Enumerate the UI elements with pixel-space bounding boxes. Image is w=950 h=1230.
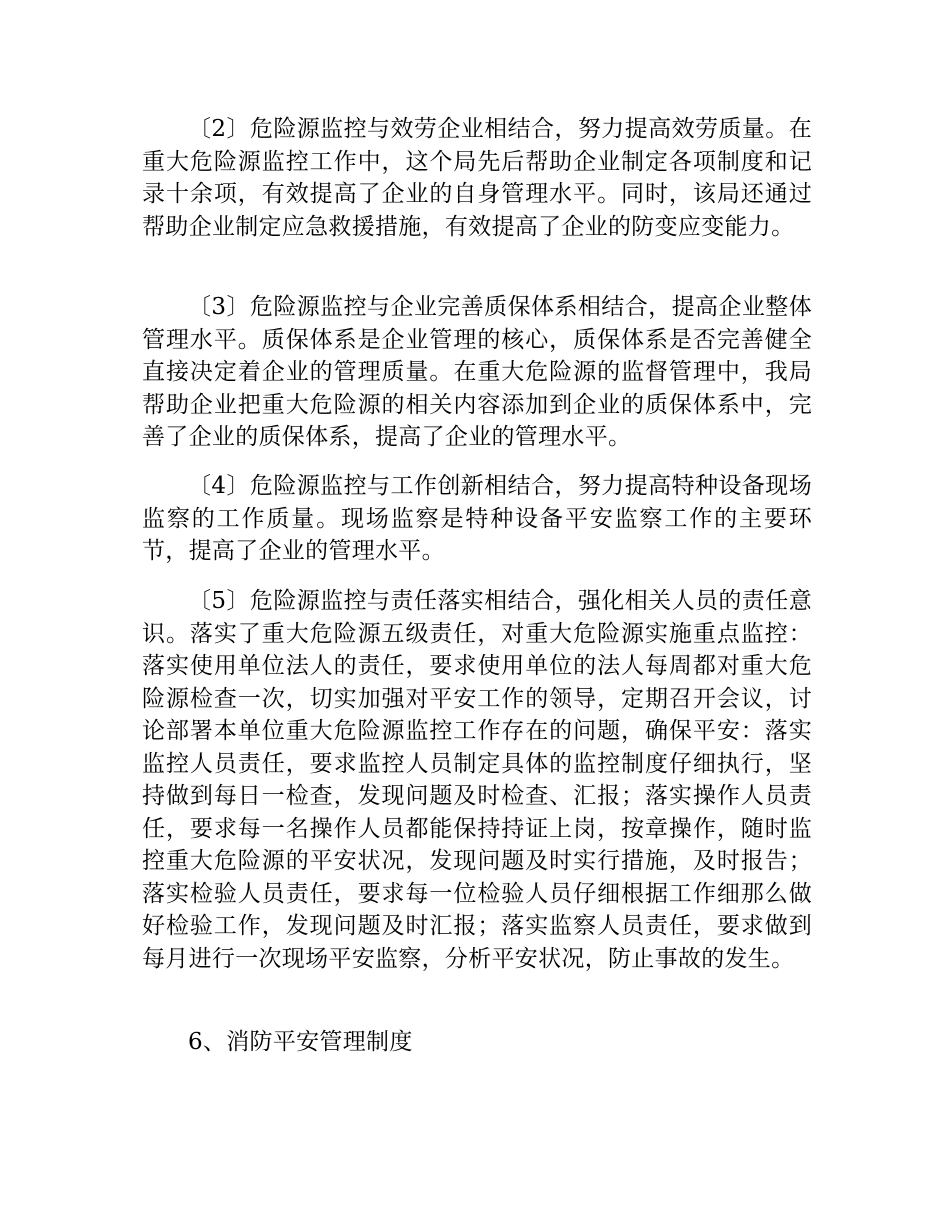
paragraph-quality-system: 〔3〕危险源监控与企业完善质保体系相结合，提高企业整体管理水平。质保体系是企业管理的核心，质保体系是否完善健全直接决定着企业的管理质量。在重大危险源的监督管理中，我局帮助企业把重大危险源的相关内容添加到企业的质保体系中，完善了企业的质保体系，提高了企业的管理水平。: [142, 294, 812, 450]
paragraph-responsibility: 〔5〕危险源监控与责任落实相结合，强化相关人员的责任意识。落实了重大危险源五级责任，对重大危险源实施重点监控：落实使用单位法人的责任，要求使用单位的法人每周都对重大危险源检查一次，切实加强对平安工作的领导，定期召开会议，讨论部署本单位重大危险源监控工作存在的问题，确保平安：落实监控人员责任，要求监控人员制定具体的监控制度仔细执行，坚持做到每日一检查，发现问题及时检查、汇报；落实操作人员责任，要求每一名操作人员都能保持持证上岗，按章操作，随时监控重大危险源的平安状况，发现问题及时实行措施，及时报告；落实检验人员责任，要求每一位检验人员仔细根据工作细那么做好检验工作，发现问题及时汇报；落实监察人员责任，要求做到每月进行一次现场平安监察，分析平安状况，防止事故的发生。: [142, 588, 812, 972]
section-heading-fire-safety: 6、消防平安管理制度: [188, 1029, 413, 1055]
paragraph-work-innovation: 〔4〕危险源监控与工作创新相结合，努力提高特种设备现场监察的工作质量。现场监察是特种设备平安监察工作的主要环节，提高了企业的管理水平。: [142, 473, 812, 564]
paragraph-service-quality: 〔2〕危险源监控与效劳企业相结合，努力提高效劳质量。在重大危险源监控工作中，这个局先后帮助企业制定各项制度和记录十余项，有效提高了企业的自身管理水平。同时，该局还通过帮助企业制定应急救援措施，有效提高了企业的防变应变能力。: [142, 116, 812, 240]
